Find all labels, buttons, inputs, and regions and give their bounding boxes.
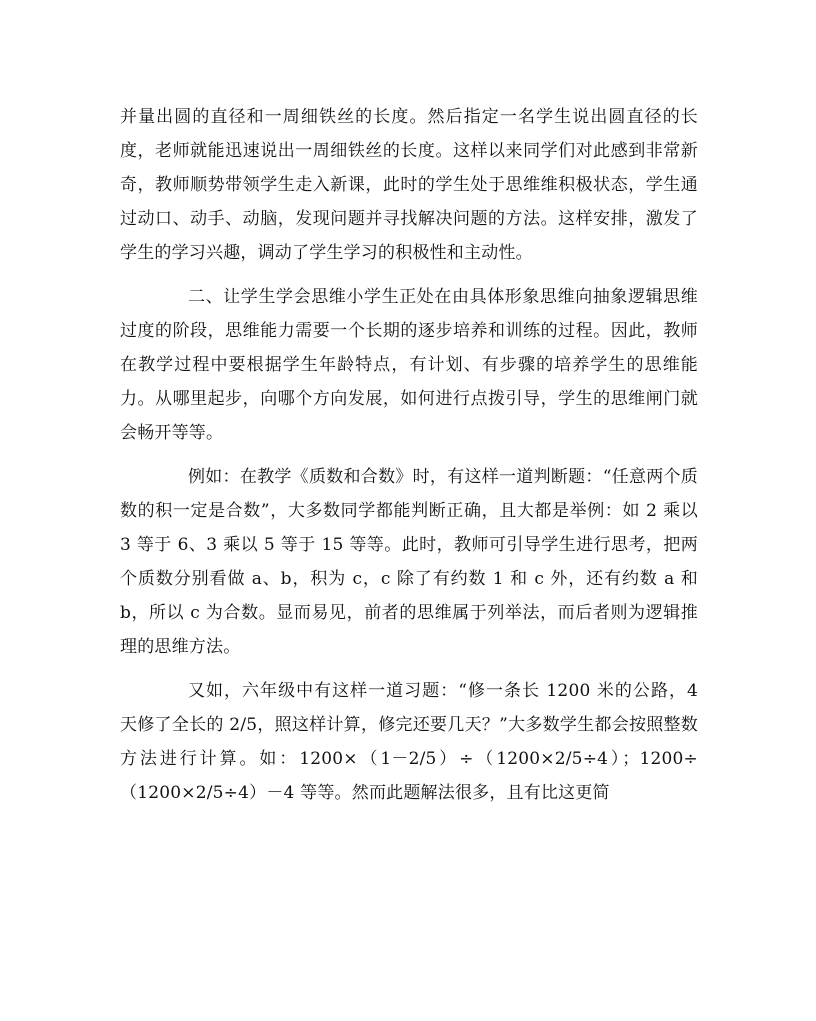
document-body [120,100,698,810]
paragraph-4: 又如，六年级中有这样一道习题：“修一条长 1200 米的公路，4 天修了全长的 2/5，照这样计算，修完还要几天？”大多数学生都会按照整数方法进行计算。如：1200×（1－2/5）÷（1200×2/5÷4）；1200÷（1200×2/5÷4）－4 等等。然而此题解法很多，且有比这更简 [120,681,698,803]
paragraph-3: 例如：在教学《质数和合数》时，有这样一道判断题：“任意两个质数的积一定是合数”，大多数同学都能判断正确，且大都是举例：如 2 乘以 3 等于 6、3 乘以 5 等于 15 等等。此时，教师可引导学生进行思考，把两个质数分别看做 a、b，积为 c，c 除了有约数 1 和 c 外，还有约数 a 和 b，所以 c 为合数。显而易见，前者的思维属于列举法，而后者则为逻辑推理的思维方法。 [120,467,698,657]
paragraph-1: 并量出圆的直径和一周细铁丝的长度。然后指定一名学生说出圆直径的长度，老师就能迅速说出一周细铁丝的长度。这样以来同学们对此感到非常新奇，教师顺势带领学生走入新课，此时的学生处于思维维积极状态，学生通过动口、动手、动脑，发现问题并寻找解决问题的方法。这样安排，激发了学生的学习兴趣，调动了学生学习的积极性和主动性。 [120,107,698,263]
paragraph-2: 二、让学生学会思维小学生正处在由具体形象思维向抽象逻辑思维过度的阶段，思维能力需要一个长期的逐步培养和训练的过程。因此，教师在教学过程中要根据学生年龄特点，有计划、有步骤的培养学生的思维能力。从哪里起步，向哪个方向发展，如何进行点拨引导，学生的思维闸门就会畅开等等。 [120,287,698,443]
